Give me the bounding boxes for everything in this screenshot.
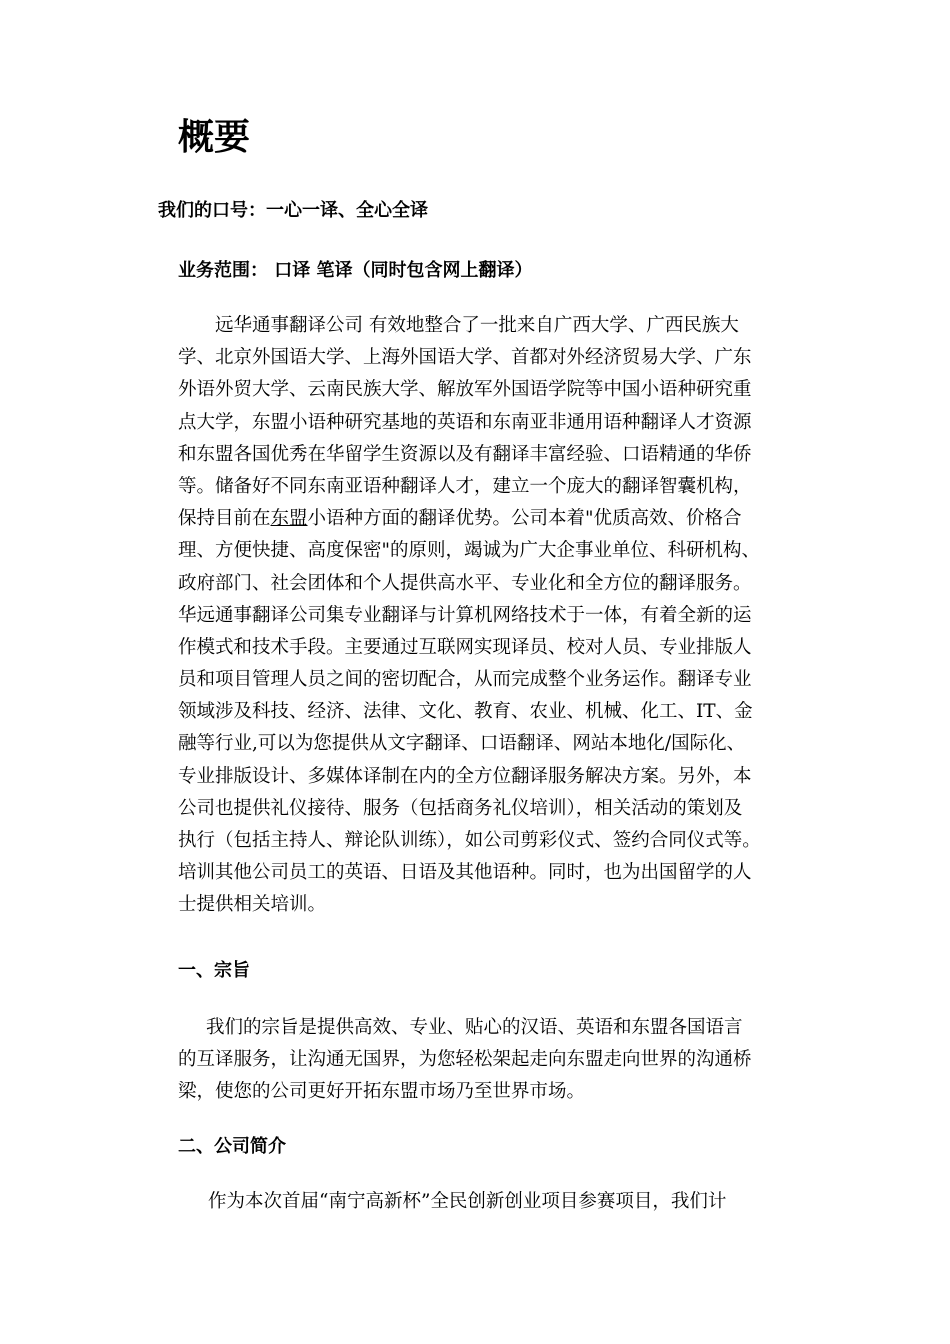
- company-intro-line: 作为本次首届“南宁高新杯”全民创新创业项目参赛项目，我们计: [208, 1191, 727, 1212]
- slogan: 我们的口号：一心一译、全心全译: [158, 200, 428, 221]
- intro-line: 专业排版设计、多媒体译制在内的全方位翻译服务解决方案。另外，本: [178, 765, 752, 787]
- intro-text: 保持目前在: [178, 508, 271, 530]
- intro-paragraph: [178, 310, 778, 922]
- intro-line: 领域涉及科技、经济、法律、文化、教育、农业、机械、化工、IT、金: [178, 701, 753, 723]
- intro-line: 作模式和技术手段。主要通过互联网实现译员、校对人员、专业排版人: [178, 636, 752, 658]
- purpose-line: 我们的宗旨是提供高效、专业、贴心的汉语、英语和东盟各国语言: [206, 1017, 743, 1038]
- intro-line: 点大学，东盟小语种研究基地的英语和东南亚非通用语种翻译人才资源: [178, 411, 752, 433]
- purpose-line: 梁，使您的公司更好开拓东盟市场乃至世界市场。: [178, 1081, 586, 1103]
- intro-line: 和东盟各国优秀在华留学生资源以及有翻译丰富经验、口语精通的华侨: [178, 443, 752, 465]
- intro-line: 政府部门、社会团体和个人提供高水平、专业化和全方位的翻译服务。: [178, 572, 752, 594]
- purpose-paragraph: [178, 1012, 778, 1109]
- intro-line: 执行（包括主持人、辩论队训练），如公司剪彩仪式、签约合同仪式等。: [178, 830, 761, 851]
- section-heading-purpose: 一、宗旨: [178, 960, 250, 981]
- intro-line: 培训其他公司员工的英语、日语及其他语种。同时，也为出国留学的人: [178, 862, 752, 884]
- intro-line: 员和项目管理人员之间的密切配合，从而完成整个业务运作。翻译专业: [178, 669, 752, 691]
- intro-line: 士提供相关培训。: [178, 894, 327, 916]
- intro-text: 小语种方面的翻译优势。公司本着"优质高效、价格合: [307, 508, 742, 530]
- intro-line: 外语外贸大学、云南民族大学、解放军外国语学院等中国小语种研究重: [178, 379, 752, 401]
- intro-line: 等。储备好不同东南亚语种翻译人才，建立一个庞大的翻译智囊机构，: [178, 475, 752, 497]
- intro-line: 学、北京外国语大学、上海外国语大学、首都对外经济贸易大学、广东: [178, 347, 752, 369]
- intro-line-with-link: [178, 503, 778, 535]
- purpose-line: 的互译服务，让沟通无国界，为您轻松架起走向东盟走向世界的沟通桥: [178, 1049, 752, 1071]
- asean-underlined-text: 东盟: [270, 508, 308, 530]
- intro-line: 理、方便快捷、高度保密"的原则，竭诚为广大企事业单位、科研机构、: [178, 540, 761, 562]
- business-scope: 业务范围： 口译 笔译（同时包含网上翻译）: [178, 260, 533, 281]
- company-intro-paragraph: [178, 1186, 778, 1218]
- intro-line: 远华通事翻译公司 有效地整合了一批来自广西大学、广西民族大: [215, 315, 739, 336]
- document-title: 概要: [178, 117, 251, 158]
- intro-line: 华远通事翻译公司集专业翻译与计算机网络技术于一体，有着全新的运: [178, 604, 752, 626]
- section-heading-company-intro: 二、公司简介: [178, 1136, 286, 1157]
- intro-line: 公司也提供礼仪接待、服务（包括商务礼仪培训），相关活动的策划及: [178, 797, 743, 819]
- intro-line: 融等行业,可以为您提供从文字翻译、口语翻译、网站本地化/国际化、: [178, 733, 746, 755]
